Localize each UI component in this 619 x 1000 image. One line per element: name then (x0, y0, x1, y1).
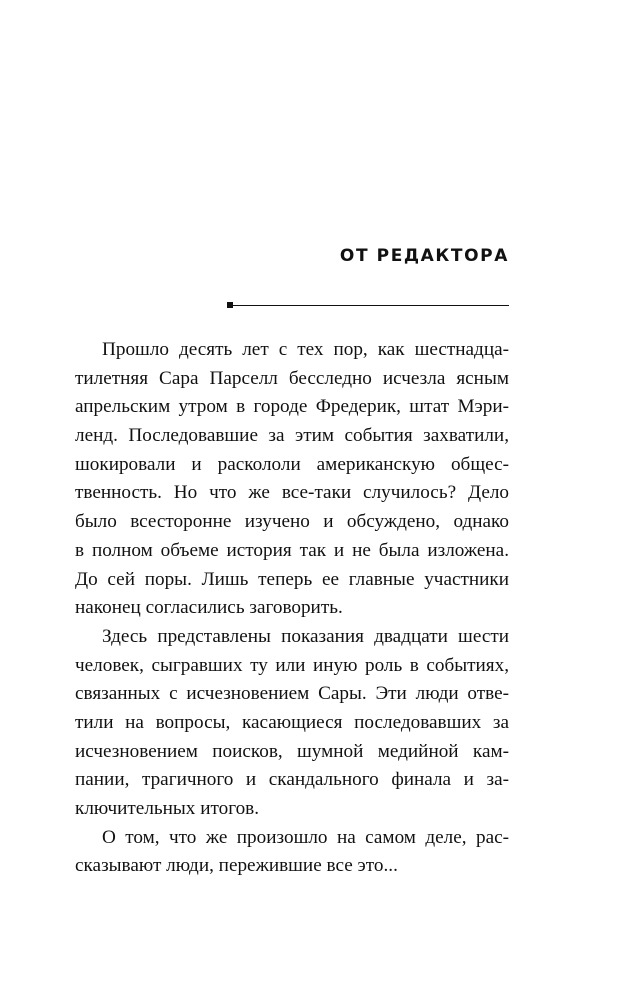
divider-line (233, 305, 509, 306)
text-line: в полном объеме история так и не была изложена. (75, 539, 509, 561)
text-line: было всесторонне изучено и обсуждено, однако (75, 511, 509, 533)
text-line: пании, трагичного и скандального финала и за- (75, 769, 509, 791)
chapter-heading: ОТ РЕДАКТОРА (339, 246, 509, 266)
text-line: связанных с исчезновением Сары. Эти люди отве- (75, 683, 509, 705)
text-line: апрельским утром в городе Фредерик, штат Мэри- (75, 396, 509, 418)
text-line: ключительных итогов. (75, 798, 260, 819)
text-line: тилетняя Сара Парселл бесследно исчезла ясным (75, 367, 509, 389)
text-line: сказывают люди, пережившие все это... (75, 855, 398, 877)
heading-divider (227, 302, 509, 309)
text-line: исчезновением поисков, шумной медийной кам- (75, 740, 509, 762)
text-line: шокировали и раскололи американскую общес- (75, 453, 509, 475)
text-line: Здесь представлены показания двадцати шести (102, 625, 509, 647)
text-line: человек, сыгравших ту или иную роль в событиях, (75, 654, 509, 676)
text-line: твенность. Но что же все-таки случилось? Дело (75, 482, 509, 504)
text-line: ленд. Последовавшие за этим события захватили, (75, 425, 509, 447)
editor-note-text (75, 336, 509, 881)
text-line: наконец согласились заговорить. (75, 597, 343, 619)
text-line: Прошло десять лет с тех пор, как шестнадца- (102, 339, 509, 360)
text-line: О том, что же произошло на самом деле, рас- (102, 826, 509, 848)
text-line: До сей поры. Лишь теперь ее главные участники (75, 568, 509, 590)
text-line: тили на вопросы, касающиеся последовавших за (75, 711, 509, 733)
